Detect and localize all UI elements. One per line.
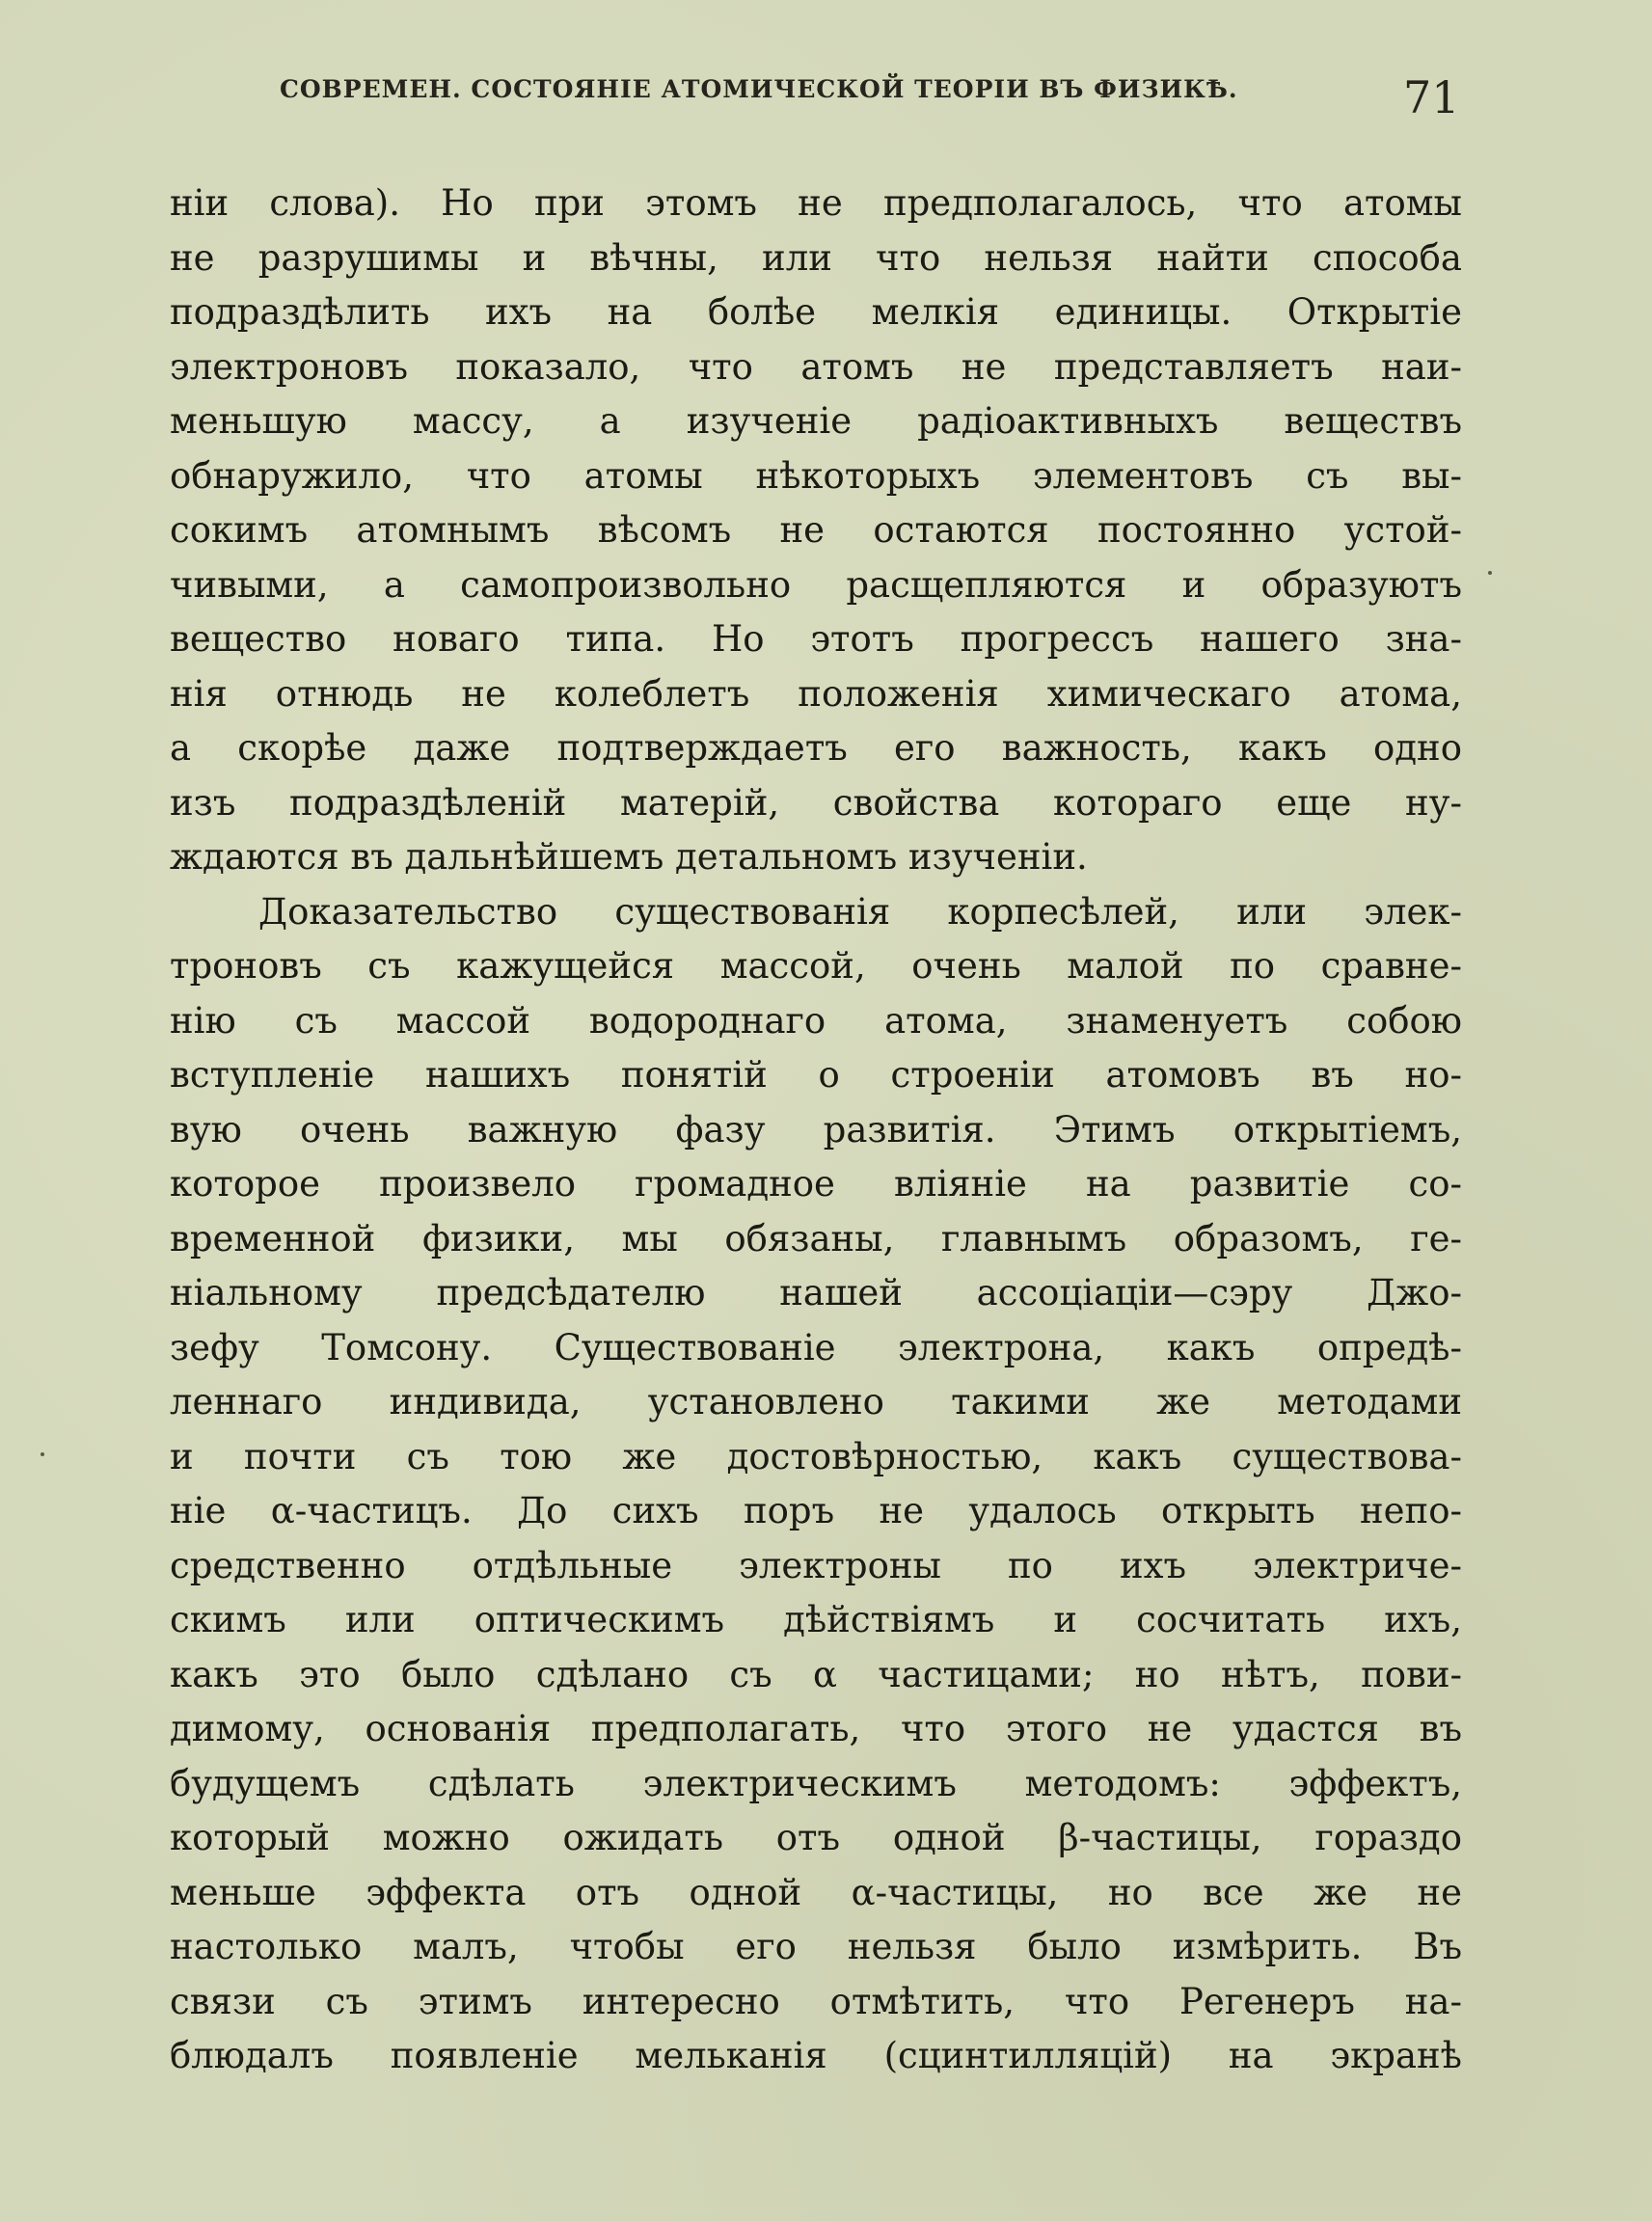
- text-line: обнаружило, что атомы нѣкоторыхъ элементовъ съ вы-: [170, 454, 1462, 497]
- text-line: временной физики, мы обязаны, главнымъ образомъ, ге-: [170, 1217, 1462, 1259]
- text-line: вступленіе нашихъ понятій о строеніи атомовъ въ но-: [170, 1054, 1462, 1096]
- text-line: чивыми, а самопроизвольно расщепляются и образуютъ: [170, 563, 1462, 606]
- text-line: которое произвело громадное вліяніе на развитіе со-: [170, 1163, 1462, 1205]
- running-head: СОВРЕМЕН. СОСТОЯНІЕ АТОМИЧЕСКОЙ ТЕОРІИ ВЪ ФИЗИКѢ.: [280, 75, 1238, 103]
- text-line: будущемъ сдѣлать электрическимъ методомъ: эффектъ,: [170, 1762, 1462, 1804]
- paper-speck: [1488, 571, 1492, 575]
- text-line: электроновъ показало, что атомъ не представляетъ наи-: [170, 345, 1462, 388]
- text-line: который можно ожидать отъ одной β-частицы, гораздо: [170, 1817, 1462, 1858]
- text-line: подраздѣлить ихъ на болѣе мелкія единицы. Открытіе: [170, 291, 1462, 333]
- text-line: сокимъ атомнымъ вѣсомъ не остаются постоянно устой-: [170, 509, 1462, 551]
- text-line: и почти съ тою же достовѣрностью, какъ существова-: [170, 1435, 1462, 1477]
- paragraph-1: [170, 176, 1462, 885]
- text-line: нія отнюдь не колеблетъ положенія химическаго атома,: [170, 672, 1462, 715]
- text-line: блюдалъ появленіе мельканія (сцинтилляцій) на экранѣ: [170, 2035, 1462, 2076]
- paper-speck: [41, 1452, 44, 1456]
- page-number: 71: [1403, 71, 1460, 123]
- text-line: а скорѣе даже подтверждаетъ его важность, какъ одно: [170, 727, 1462, 769]
- text-line: ждаются въ дальнѣйшемъ детальномъ изученіи.: [170, 836, 1088, 878]
- body-text: [170, 176, 1462, 2084]
- text-line: зефу Томсону. Существованіе электрона, какъ опредѣ-: [170, 1326, 1462, 1368]
- text-line: ніе α-частицъ. До сихъ поръ не удалось открыть непо-: [170, 1490, 1462, 1531]
- text-line: настолько малъ, чтобы его нельзя было измѣрить. Въ: [170, 1926, 1462, 1967]
- text-line: леннаго индивида, установлено такими же методами: [170, 1381, 1462, 1422]
- paragraph-2: [170, 885, 1462, 2084]
- text-line: вещество новаго типа. Но этотъ прогрессъ нашего зна-: [170, 618, 1462, 660]
- text-line: средственно отдѣльные электроны по ихъ электриче-: [170, 1544, 1462, 1586]
- text-line: какъ это было сдѣлано съ α частицами; но нѣтъ, пови-: [170, 1653, 1462, 1695]
- text-line: Доказательство существованія корпесѣлей, или элек-: [258, 890, 1462, 933]
- text-line: меньшую массу, а изученіе радіоактивныхъ веществъ: [170, 400, 1462, 442]
- text-line: меньше эффекта отъ одной α-частицы, но все же не: [170, 1871, 1462, 1913]
- text-line: вую очень важную фазу развитія. Этимъ открытіемъ,: [170, 1108, 1462, 1151]
- text-line: ніи слова). Но при этомъ не предполагалось, что атомы: [170, 182, 1462, 224]
- text-line: связи съ этимъ интересно отмѣтить, что Регенеръ на-: [170, 1980, 1462, 2022]
- text-line: димому, основанія предполагать, что этого не удастся въ: [170, 1708, 1462, 1749]
- text-line: изъ подраздѣленій матерій, свойства котораго еще ну-: [170, 781, 1462, 824]
- text-line: троновъ съ кажущейся массой, очень малой по сравне-: [170, 945, 1462, 987]
- text-line: нію съ массой водороднаго атома, знаменуетъ собою: [170, 999, 1462, 1042]
- text-line: не разрушимы и вѣчны, или что нельзя найти способа: [170, 236, 1462, 279]
- text-line: скимъ или оптическимъ дѣйствіямъ и сосчитать ихъ,: [170, 1599, 1462, 1640]
- text-line: ніальному предсѣдателю нашей ассоціаціи—сэру Джо-: [170, 1272, 1462, 1314]
